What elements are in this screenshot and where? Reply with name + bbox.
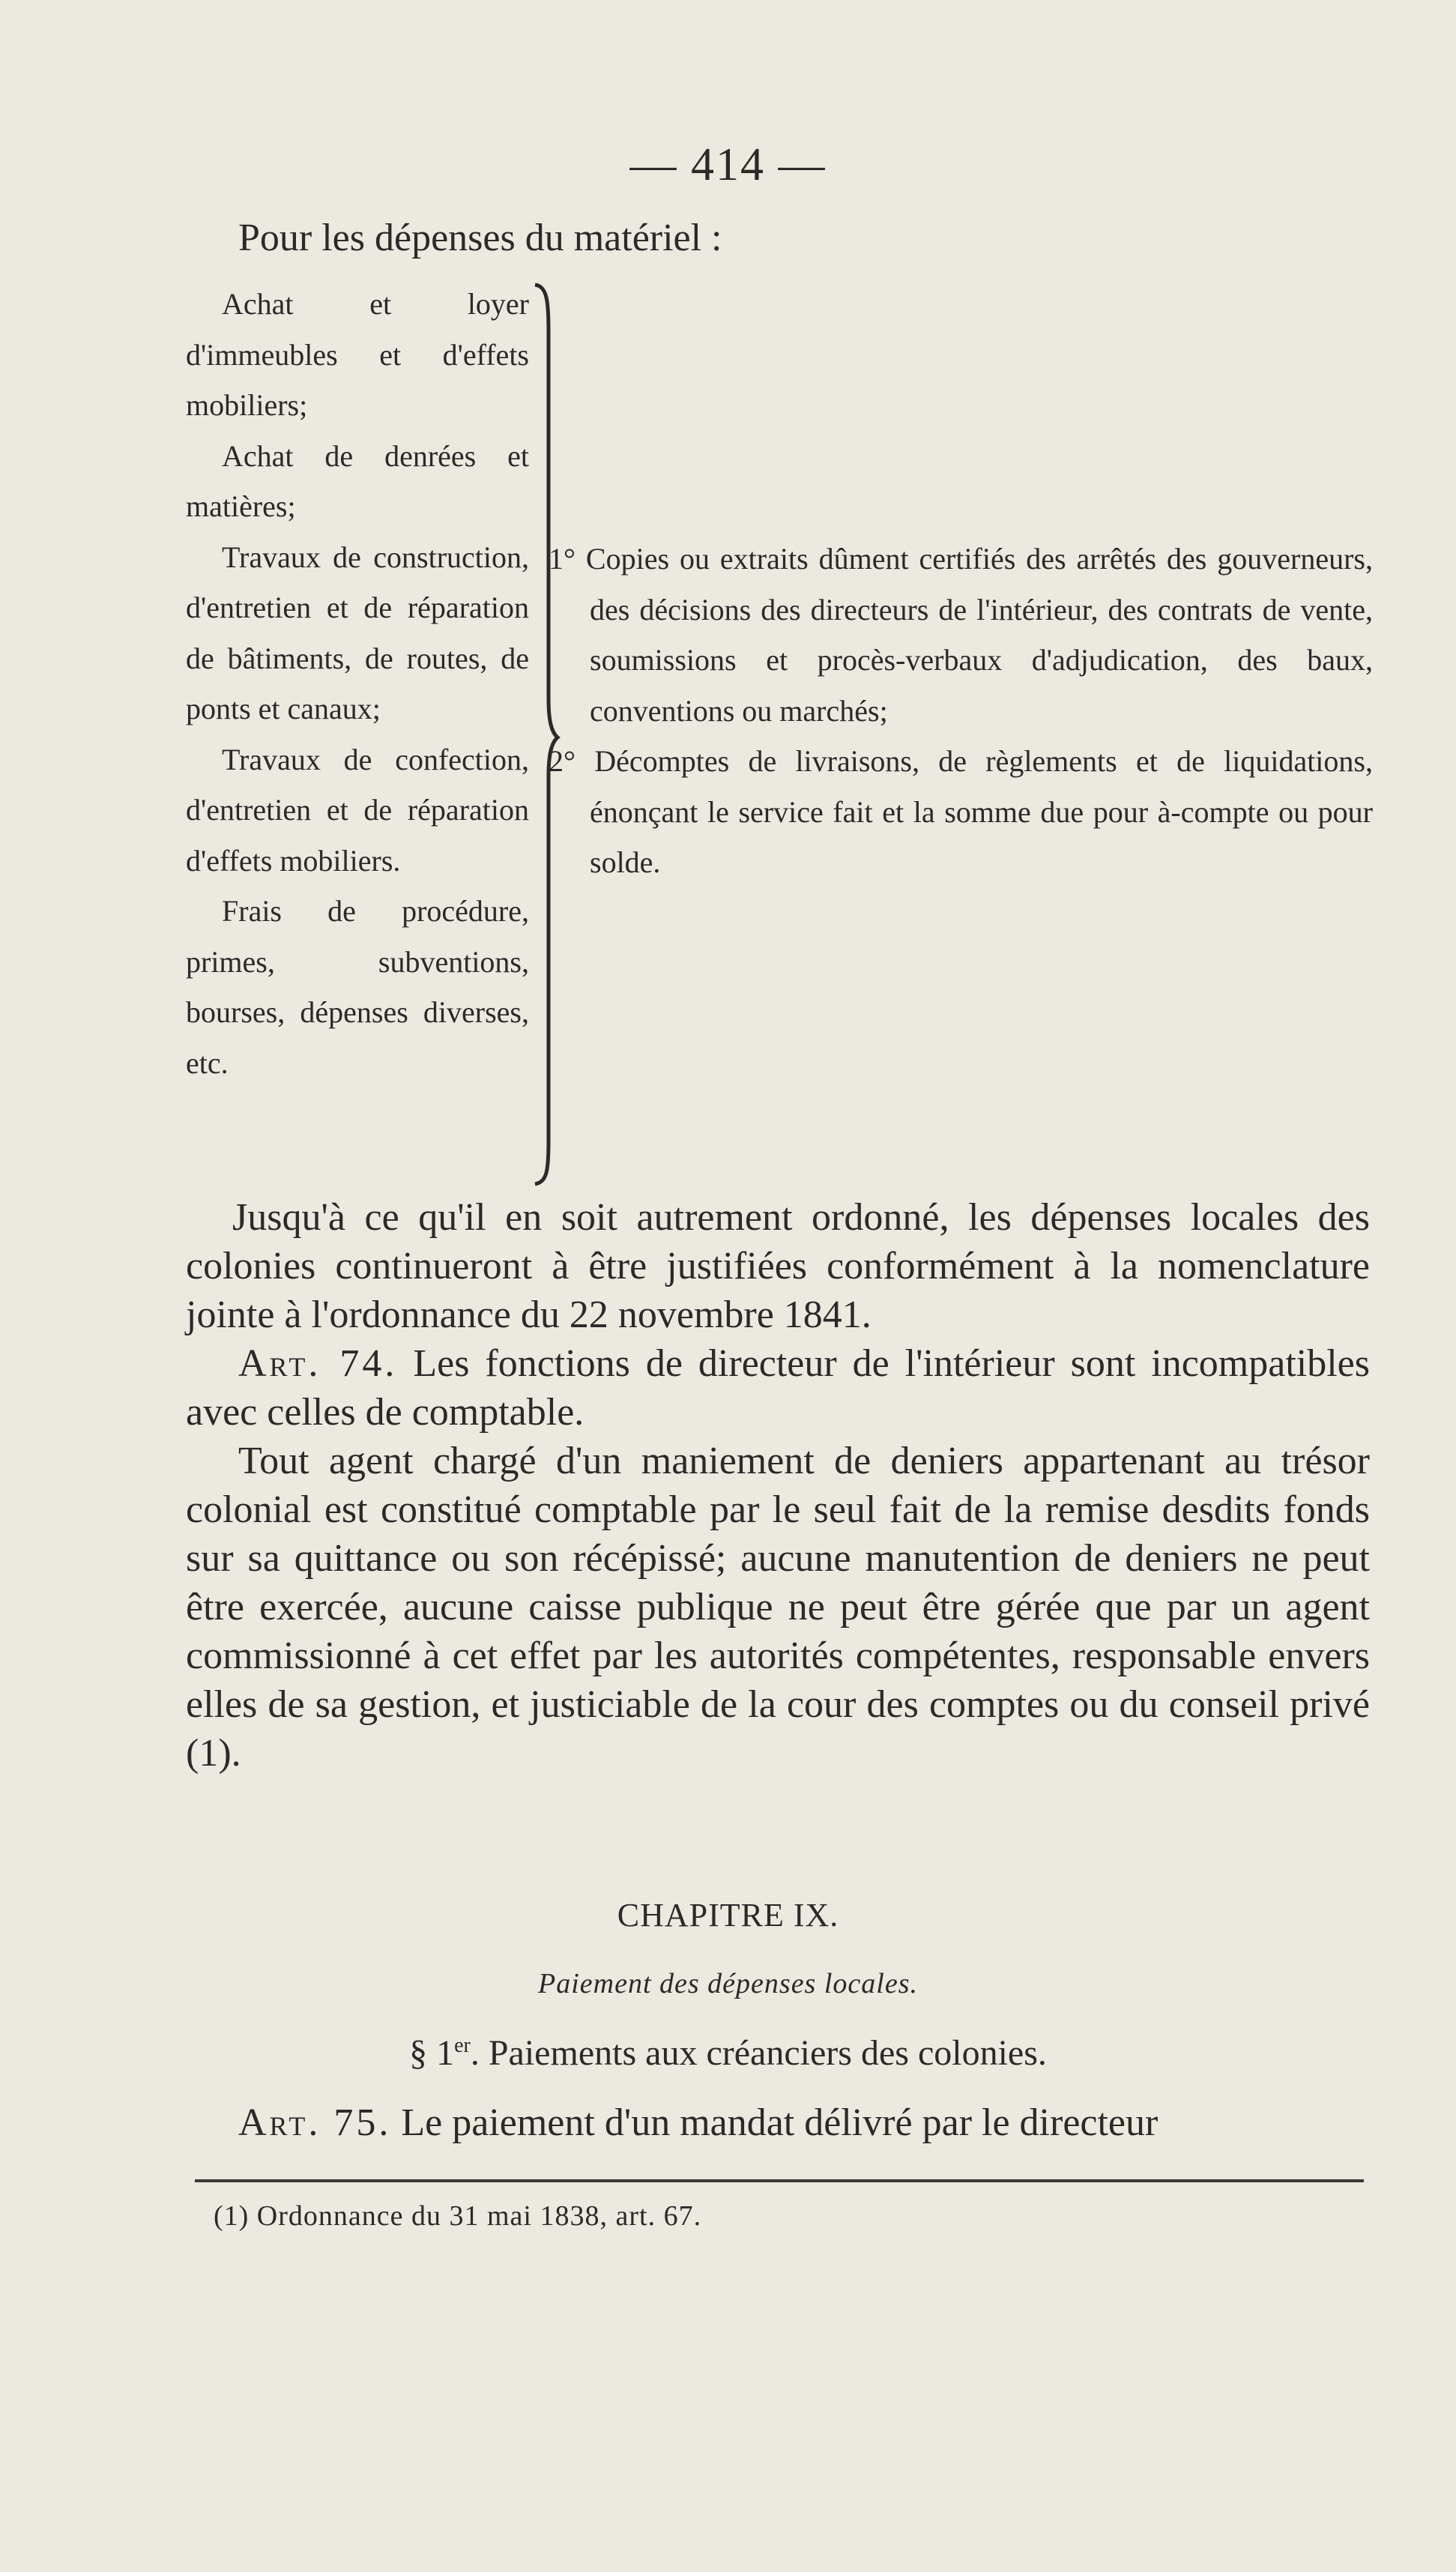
paragraph-nomenclature: Jusqu'à ce qu'il en soit autrement ordonné, les dépenses locales des colonies continueront à être justifiées conformément à la nomenclature jointe à l'ordonnance du 22 novembre 1841. (186, 1196, 1370, 1336)
section-heading (0, 2032, 1456, 2074)
footnote-rule (195, 2179, 1364, 2182)
article-label: Art. 74. (238, 1342, 398, 1385)
materiel-item: Achat de denrées et matières; (186, 438, 529, 523)
materiel-list (186, 279, 529, 1088)
section-sup: er (454, 2034, 471, 2057)
main-text (186, 1193, 1370, 1778)
paragraph-agent: Tout agent chargé d'un maniement de deniers appartenant au trésor colonial est constitué comptable par le seul fait de la remise desdits fonds sur sa quittance ou son récépissé; aucune manutention de deniers ne peut être exercée, aucune caisse publique ne peut être gérée que par un agent commissionné à cet effet par les autorités compétentes, responsable envers elles de sa gestion, et justiciable de la cour des comptes ou du conseil privé (1). (186, 1440, 1370, 1775)
article-text: Le paiement d'un mandat délivré par le directeur (401, 2101, 1159, 2144)
justificatif-item: 1° Copies ou extraits dûment certifiés des arrêtés des gouverneurs, des décisions des directeurs de l'intérieur, des contrats de vente, soumissions et procès-verbaux d'adjudication, des baux, conventions ou marchés; (549, 542, 1373, 728)
materiel-intro: Pour les dépenses du matériel : (238, 217, 722, 259)
section-title: . Paiements aux créanciers des colonies. (470, 2033, 1047, 2073)
materiel-item: Travaux de construction, d'entretien et de réparation de bâtiments, de routes, de ponts et canaux; (186, 540, 529, 725)
article-75 (186, 2098, 1370, 2147)
page-number: — 414 — (629, 139, 827, 190)
chapter-title: CHAPITRE IX. (617, 1897, 839, 1933)
materiel-item: Travaux de confection, d'entretien et de réparation d'effets mobiliers. (186, 742, 529, 878)
footnote: (1) Ordonnance du 31 mai 1838, art. 67. (214, 2200, 702, 2232)
materiel-item: Frais de procédure, primes, subventions, bourses, dépenses diverses, etc. (186, 894, 529, 1080)
justificatifs-list (549, 534, 1373, 888)
materiel-item: Achat et loyer d'immeubles et d'effets mobiliers; (186, 287, 529, 422)
section-sign: § 1 (409, 2033, 455, 2073)
article-text: Les fonctions de directeur de l'intérieur sont incompatibles avec celles de comptable. (186, 1342, 1370, 1434)
chapter-subtitle: Paiement des dépenses locales. (538, 1968, 918, 1999)
justificatif-item: 2° Décomptes de livraisons, de règlements et de liquidations, énonçant le service fait et la somme due pour à-compte ou pour solde. (549, 744, 1373, 879)
article-label: Art. 75. (238, 2101, 392, 2144)
article-74 (186, 1339, 1370, 1437)
